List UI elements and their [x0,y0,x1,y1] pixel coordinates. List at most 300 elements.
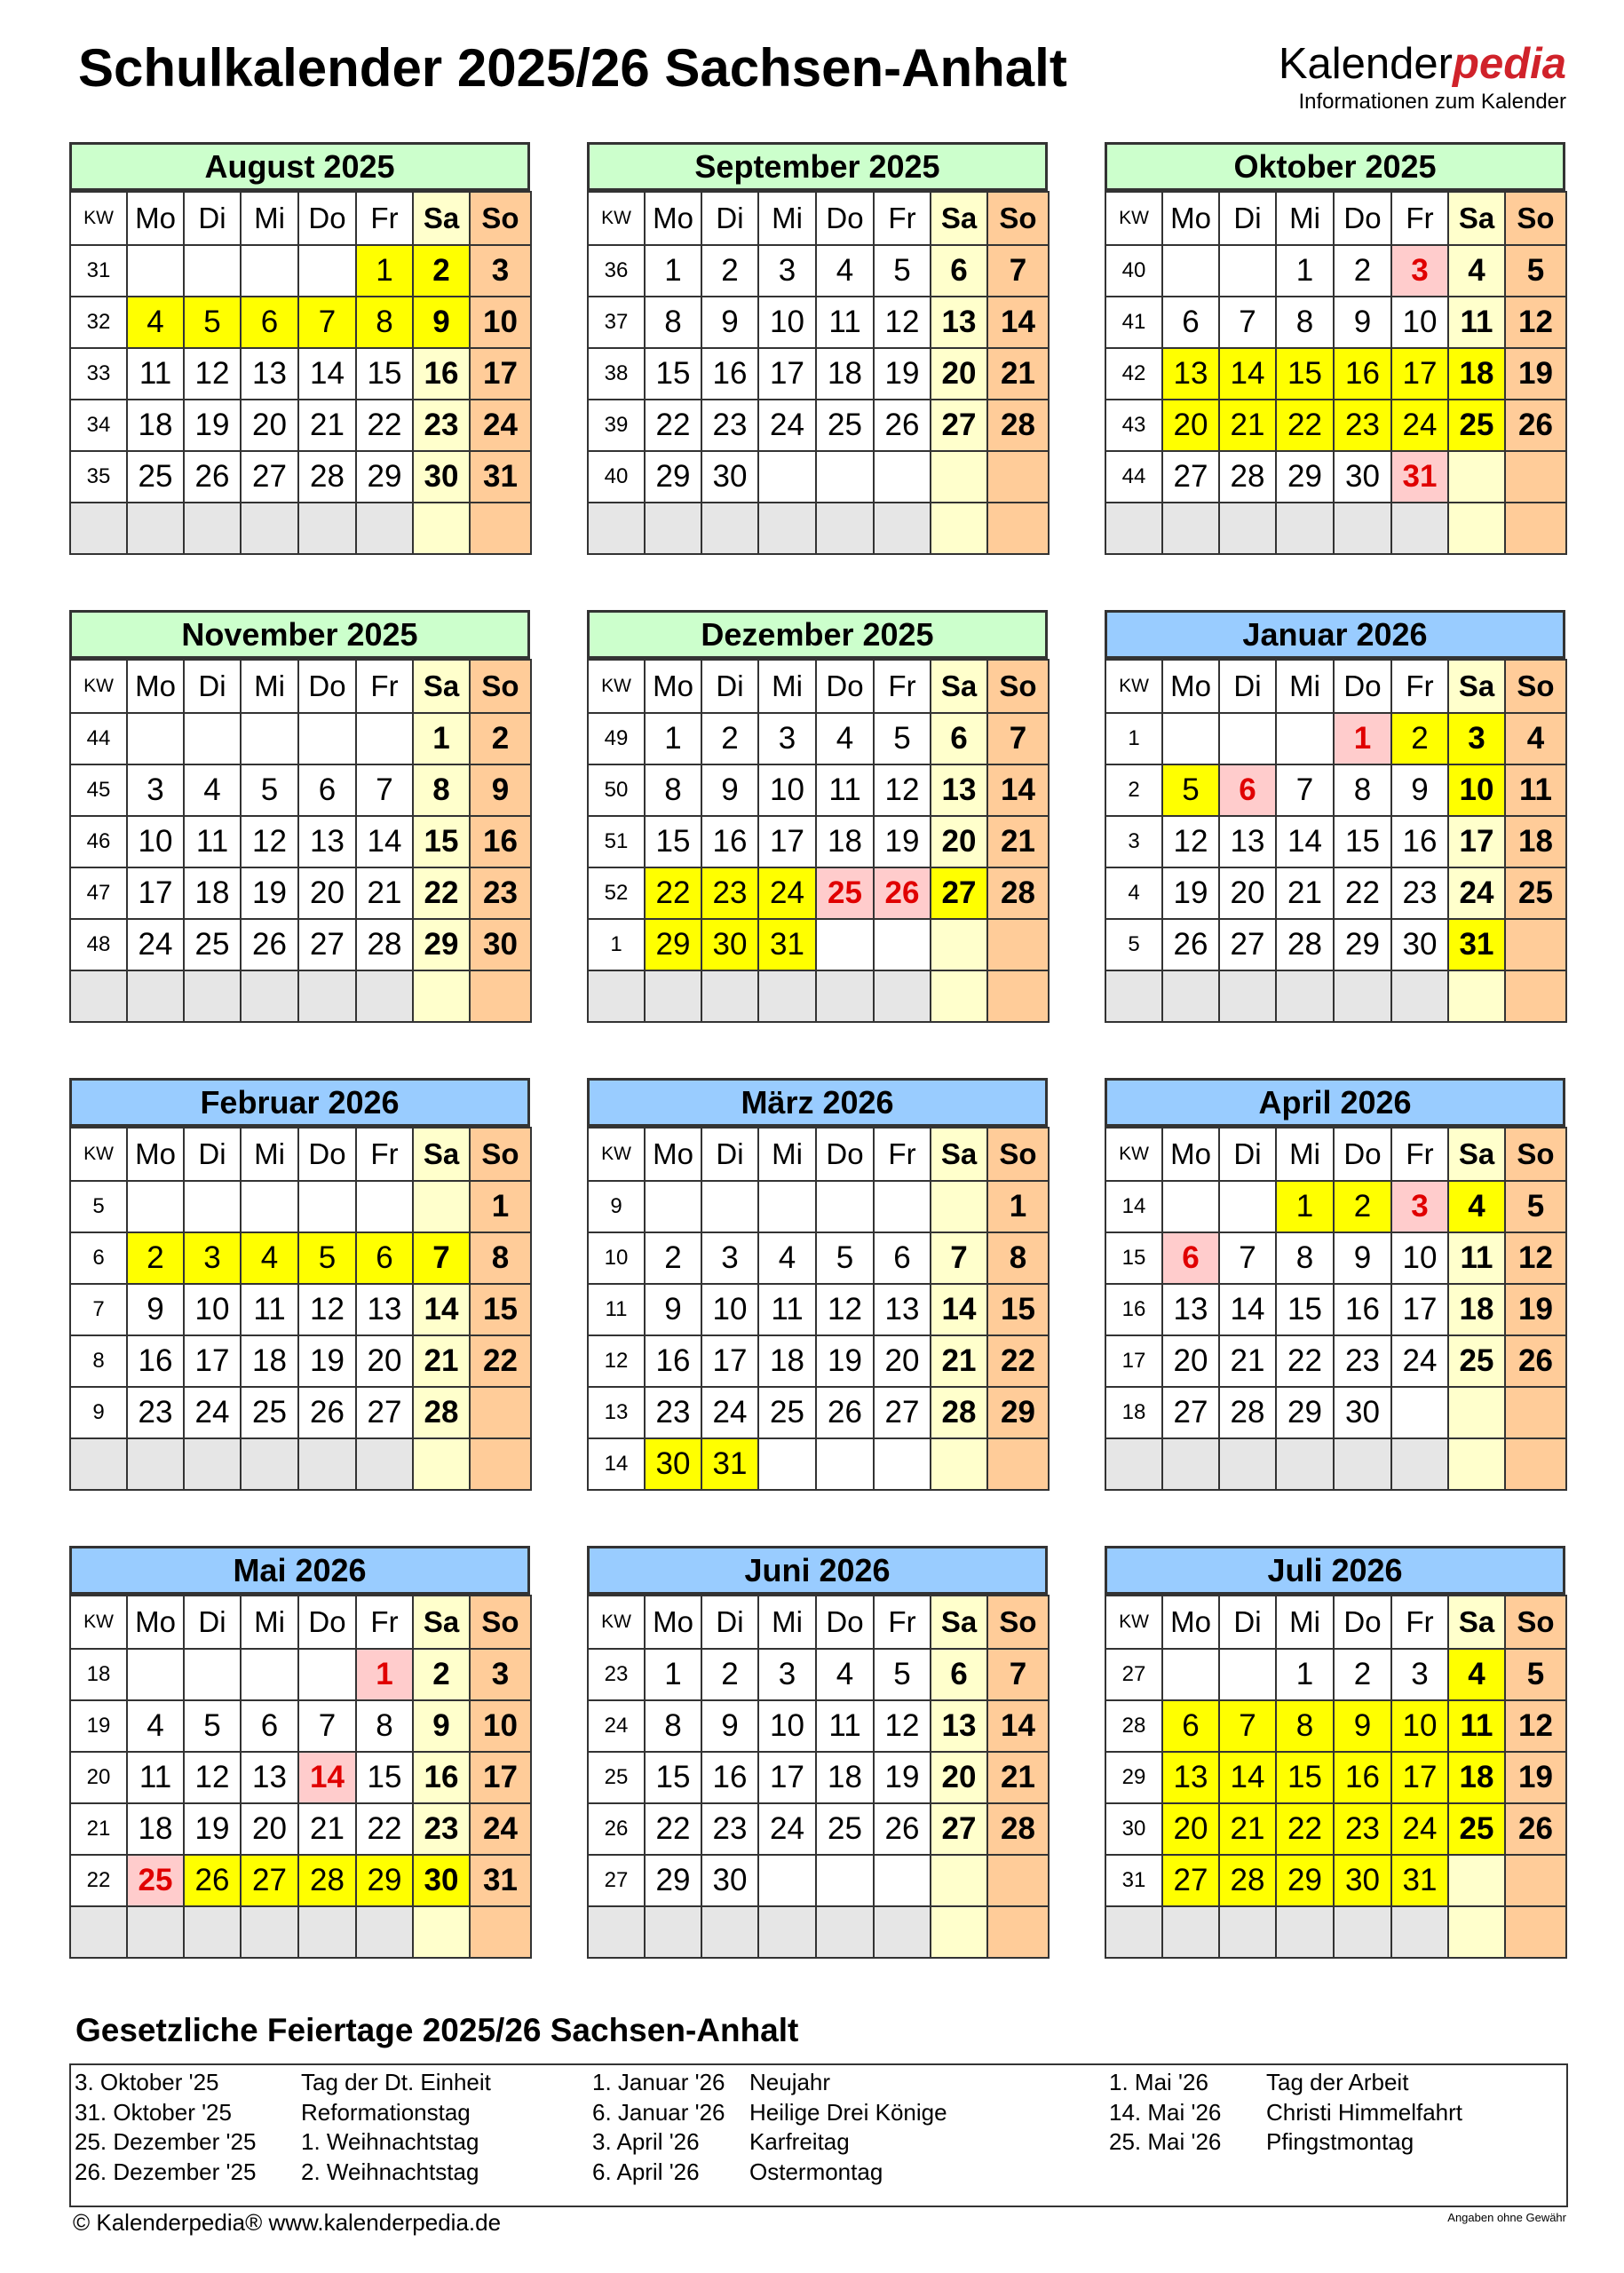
day-cell [1334,503,1391,554]
day-cell [816,451,874,503]
day-cell [816,1181,874,1232]
day-cell: 1 [645,1649,701,1700]
day-cell: 16 [1334,1752,1391,1803]
holiday-name: Neujahr [749,2069,831,2095]
day-cell: 24 [127,919,184,970]
day-cell [470,1906,531,1958]
week-row [1105,1855,1566,1906]
day-cell: 21 [987,1752,1049,1803]
weekday-header: Do [298,1128,356,1181]
weekday-header: Mo [645,1596,701,1649]
day-cell: 13 [931,764,987,816]
week-number: 24 [588,1700,645,1752]
day-cell [874,1438,931,1490]
week-row [70,713,531,764]
day-cell: 24 [758,400,816,451]
kw-header: KW [70,192,127,245]
weekday-header: So [470,192,531,245]
brand-name-plain: Kalender [1278,40,1454,88]
holiday-date: 25. Mai '26 [1109,2128,1222,2155]
holiday-date: 3. April '26 [592,2128,700,2155]
day-cell [701,970,758,1022]
weekday-header-row [588,1596,1049,1649]
day-cell: 26 [1505,1803,1566,1855]
day-cell: 14 [1219,1284,1276,1335]
day-cell: 10 [184,1284,241,1335]
day-cell: 29 [987,1387,1049,1438]
weekday-header: Di [701,1596,758,1649]
day-cell: 19 [1505,1284,1566,1335]
day-cell: 6 [1162,1232,1219,1284]
day-cell [1334,1906,1391,1958]
day-cell [1391,503,1448,554]
week-row [588,970,1049,1022]
week-number: 44 [70,713,127,764]
week-row [1105,1335,1566,1387]
day-cell: 8 [645,764,701,816]
weekday-header-row [70,1596,531,1649]
day-cell [1505,919,1566,970]
week-number: 12 [588,1335,645,1387]
week-row [70,451,531,503]
day-cell: 16 [1334,1284,1391,1335]
holiday-date: 1. Januar '26 [592,2069,725,2095]
day-cell: 6 [241,297,298,348]
day-cell: 14 [1219,348,1276,400]
weekday-header: Mi [758,1596,816,1649]
day-cell: 31 [1391,451,1448,503]
day-cell [987,451,1049,503]
day-cell: 26 [1505,400,1566,451]
day-cell [241,503,298,554]
month-table [1105,1595,1567,1959]
day-cell: 13 [241,1752,298,1803]
day-cell: 28 [1219,1387,1276,1438]
day-cell: 17 [758,816,816,867]
week-row [1105,348,1566,400]
day-cell: 4 [127,297,184,348]
day-cell: 7 [987,1649,1049,1700]
day-cell [241,1649,298,1700]
week-number: 11 [588,1284,645,1335]
day-cell: 17 [127,867,184,919]
day-cell: 5 [1162,764,1219,816]
day-cell: 12 [184,1752,241,1803]
day-cell [1505,1438,1566,1490]
weekday-header: Mo [645,660,701,713]
day-cell [1219,1181,1276,1232]
day-cell [1276,713,1334,764]
day-cell: 12 [1505,1700,1566,1752]
day-cell: 15 [1276,1284,1334,1335]
week-number: 27 [1105,1649,1162,1700]
holidays-title: Gesetzliche Feiertage 2025/26 Sachsen-Anhalt [75,2012,799,2048]
page-title: Schulkalender 2025/26 Sachsen-Anhalt [78,38,1067,98]
day-cell: 11 [816,1700,874,1752]
week-row [70,1335,531,1387]
week-row [1105,867,1566,919]
day-cell: 4 [816,713,874,764]
week-number: 48 [70,919,127,970]
footer-disclaimer: Angaben ohne Gewähr [1447,2211,1566,2224]
holiday-name: Karfreitag [749,2128,850,2155]
day-cell: 24 [1391,1335,1448,1387]
day-cell: 20 [874,1335,931,1387]
weekday-header: Mi [241,1596,298,1649]
day-cell [298,1906,356,1958]
day-cell: 22 [645,1803,701,1855]
day-cell: 9 [413,1700,470,1752]
week-row [1105,1181,1566,1232]
day-cell [184,1181,241,1232]
day-cell: 25 [127,1855,184,1906]
day-cell [816,1906,874,1958]
week-number: 35 [70,451,127,503]
day-cell [413,503,470,554]
day-cell [1505,1855,1566,1906]
weekday-header: Mi [1276,192,1334,245]
day-cell: 8 [1276,297,1334,348]
day-cell [758,970,816,1022]
week-number: 42 [1105,348,1162,400]
week-row [70,1649,531,1700]
day-cell: 17 [470,348,531,400]
weekday-header: Sa [1448,1596,1505,1649]
weekday-header: Mi [1276,1596,1334,1649]
day-cell: 19 [1162,867,1219,919]
day-cell [1448,1387,1505,1438]
day-cell: 6 [1162,297,1219,348]
day-cell: 2 [1391,713,1448,764]
day-cell [470,970,531,1022]
day-cell: 22 [645,400,701,451]
day-cell: 14 [1219,1752,1276,1803]
day-cell: 21 [298,1803,356,1855]
day-cell: 13 [241,348,298,400]
weekday-header: So [470,1128,531,1181]
day-cell: 10 [1391,1700,1448,1752]
week-number: 28 [1105,1700,1162,1752]
day-cell: 7 [1219,1232,1276,1284]
day-cell [645,1906,701,1958]
day-cell: 6 [356,1232,413,1284]
day-cell: 27 [356,1387,413,1438]
day-cell: 1 [645,713,701,764]
week-row [1105,451,1566,503]
day-cell: 9 [1334,1232,1391,1284]
day-cell: 26 [1162,919,1219,970]
day-cell: 25 [1505,867,1566,919]
holiday-date: 26. Dezember '25 [75,2158,257,2185]
day-cell: 7 [1276,764,1334,816]
day-cell: 28 [987,400,1049,451]
day-cell: 18 [184,867,241,919]
week-number: 4 [1105,867,1162,919]
day-cell: 13 [356,1284,413,1335]
day-cell [1448,503,1505,554]
day-cell [1162,970,1219,1022]
day-cell: 17 [184,1335,241,1387]
week-number: 39 [588,400,645,451]
day-cell [1505,503,1566,554]
day-cell [758,503,816,554]
day-cell: 2 [127,1232,184,1284]
weekday-header: Mo [1162,1128,1219,1181]
month-calendar [1105,1546,1565,1959]
week-number: 50 [588,764,645,816]
day-cell: 23 [701,1803,758,1855]
weekday-header-row [588,192,1049,245]
day-cell: 26 [184,451,241,503]
day-cell: 4 [758,1232,816,1284]
week-number: 2 [1105,764,1162,816]
day-cell [931,1438,987,1490]
day-cell: 26 [184,1855,241,1906]
weekday-header: Di [184,660,241,713]
day-cell: 14 [987,1700,1049,1752]
week-row [588,1906,1049,1958]
week-row [70,1232,531,1284]
day-cell [816,1855,874,1906]
day-cell: 17 [1391,1752,1448,1803]
weekday-header: Sa [1448,192,1505,245]
holiday-name: Tag der Dt. Einheit [301,2069,491,2095]
weekday-header: So [1505,660,1566,713]
day-cell: 18 [816,1752,874,1803]
week-number: 9 [70,1387,127,1438]
holiday-name: Reformationstag [301,2099,471,2126]
day-cell [874,970,931,1022]
day-cell: 30 [1334,451,1391,503]
day-cell: 28 [987,1803,1049,1855]
holiday-date: 14. Mai '26 [1109,2099,1222,2126]
day-cell [184,245,241,297]
day-cell [1448,970,1505,1022]
day-cell: 30 [413,451,470,503]
week-number: 27 [588,1855,645,1906]
day-cell: 1 [356,1649,413,1700]
day-cell [1219,245,1276,297]
holiday-name: Christi Himmelfahrt [1266,2099,1463,2126]
day-cell: 3 [701,1232,758,1284]
week-row [1105,297,1566,348]
day-cell: 13 [298,816,356,867]
week-number: 14 [1105,1181,1162,1232]
day-cell [1391,970,1448,1022]
day-cell: 26 [874,867,931,919]
day-cell: 8 [987,1232,1049,1284]
day-cell: 14 [987,764,1049,816]
day-cell: 26 [874,400,931,451]
month-table [587,1595,1050,1959]
day-cell: 27 [931,400,987,451]
day-cell: 19 [298,1335,356,1387]
weekday-header: Di [701,1128,758,1181]
day-cell: 18 [1448,1284,1505,1335]
day-cell: 4 [241,1232,298,1284]
week-row [70,400,531,451]
month-table [1105,1127,1567,1491]
weekday-header: Fr [1391,1596,1448,1649]
day-cell [470,1438,531,1490]
week-row [1105,1906,1566,1958]
day-cell: 27 [874,1387,931,1438]
day-cell: 8 [1276,1232,1334,1284]
day-cell [874,1181,931,1232]
week-number: 49 [588,713,645,764]
day-cell: 1 [987,1181,1049,1232]
day-cell: 16 [1391,816,1448,867]
day-cell: 19 [184,1803,241,1855]
day-cell: 16 [127,1335,184,1387]
weekday-header: Do [816,1128,874,1181]
day-cell: 28 [1219,1855,1276,1906]
day-cell: 29 [1276,451,1334,503]
week-number: 18 [70,1649,127,1700]
day-cell: 24 [758,1803,816,1855]
day-cell [298,1438,356,1490]
brand-logo[interactable] [1278,40,1566,115]
day-cell: 14 [298,348,356,400]
day-cell: 14 [298,1752,356,1803]
day-cell: 24 [470,1803,531,1855]
day-cell [931,1906,987,1958]
day-cell: 25 [241,1387,298,1438]
day-cell: 25 [1448,1335,1505,1387]
day-cell: 15 [1276,348,1334,400]
day-cell [184,1906,241,1958]
day-cell: 7 [413,1232,470,1284]
day-cell: 22 [645,867,701,919]
day-cell: 6 [931,713,987,764]
week-row [588,1335,1049,1387]
day-cell [816,503,874,554]
holiday-date: 6. Januar '26 [592,2099,725,2126]
brand-subtitle: Informationen zum Kalender [1298,90,1566,114]
weekday-header: Di [701,192,758,245]
kw-header: KW [1105,1128,1162,1181]
weekday-header: So [1505,1596,1566,1649]
day-cell: 15 [1334,816,1391,867]
day-cell [356,1438,413,1490]
week-row [1105,713,1566,764]
week-row [588,1855,1049,1906]
day-cell [987,1855,1049,1906]
week-number: 7 [70,1284,127,1335]
week-number [1105,503,1162,554]
week-row [588,348,1049,400]
week-row [70,348,531,400]
day-cell [987,1906,1049,1958]
week-number: 17 [1105,1335,1162,1387]
day-cell: 1 [413,713,470,764]
day-cell [298,713,356,764]
day-cell: 20 [931,816,987,867]
week-number: 19 [70,1700,127,1752]
day-cell: 20 [1162,400,1219,451]
day-cell: 13 [1162,348,1219,400]
day-cell: 27 [931,1803,987,1855]
week-row [1105,919,1566,970]
week-number: 40 [588,451,645,503]
day-cell: 1 [1276,1181,1334,1232]
day-cell: 18 [241,1335,298,1387]
week-number: 5 [1105,919,1162,970]
day-cell [1219,1438,1276,1490]
day-cell: 15 [645,348,701,400]
day-cell [931,1181,987,1232]
week-row [70,1906,531,1958]
day-cell: 10 [758,764,816,816]
day-cell: 20 [931,348,987,400]
day-cell: 21 [987,816,1049,867]
day-cell [470,1387,531,1438]
weekday-header: So [470,660,531,713]
weekday-header: Fr [356,1128,413,1181]
weekday-header: Mi [758,660,816,713]
day-cell: 17 [470,1752,531,1803]
day-cell: 16 [645,1335,701,1387]
holiday-date: 25. Dezember '25 [75,2128,257,2155]
day-cell: 23 [701,400,758,451]
day-cell [1334,1438,1391,1490]
weekday-header: Do [298,192,356,245]
day-cell: 25 [758,1387,816,1438]
day-cell: 14 [356,816,413,867]
weekday-header: Mi [1276,1128,1334,1181]
weekday-header: Mi [758,1128,816,1181]
weekday-header: Sa [931,192,987,245]
day-cell [356,503,413,554]
weekday-header: Di [184,1596,241,1649]
day-cell: 9 [470,764,531,816]
weekday-header: Do [1334,192,1391,245]
month-title: Juni 2026 [587,1546,1048,1595]
weekday-header: Fr [356,660,413,713]
day-cell: 30 [701,451,758,503]
weekday-header: So [1505,1128,1566,1181]
weekday-header: Di [1219,1596,1276,1649]
day-cell: 11 [1448,1700,1505,1752]
kw-header: KW [70,660,127,713]
weekday-header-row [70,660,531,713]
day-cell: 20 [241,1803,298,1855]
day-cell: 26 [298,1387,356,1438]
day-cell: 16 [413,348,470,400]
day-cell: 24 [701,1387,758,1438]
day-cell: 14 [413,1284,470,1335]
day-cell: 2 [701,1649,758,1700]
day-cell: 12 [1505,1232,1566,1284]
week-number: 23 [588,1649,645,1700]
day-cell: 13 [1219,816,1276,867]
day-cell [356,1906,413,1958]
kw-header: KW [70,1596,127,1649]
weekday-header: Sa [1448,660,1505,713]
week-number [70,1906,127,1958]
day-cell: 4 [184,764,241,816]
kw-header: KW [1105,1596,1162,1649]
day-cell: 16 [1334,348,1391,400]
day-cell [413,970,470,1022]
day-cell: 11 [241,1284,298,1335]
day-cell: 30 [701,919,758,970]
day-cell: 14 [1276,816,1334,867]
day-cell: 31 [1448,919,1505,970]
weekday-header: So [987,660,1049,713]
day-cell: 29 [1276,1855,1334,1906]
day-cell [987,970,1049,1022]
